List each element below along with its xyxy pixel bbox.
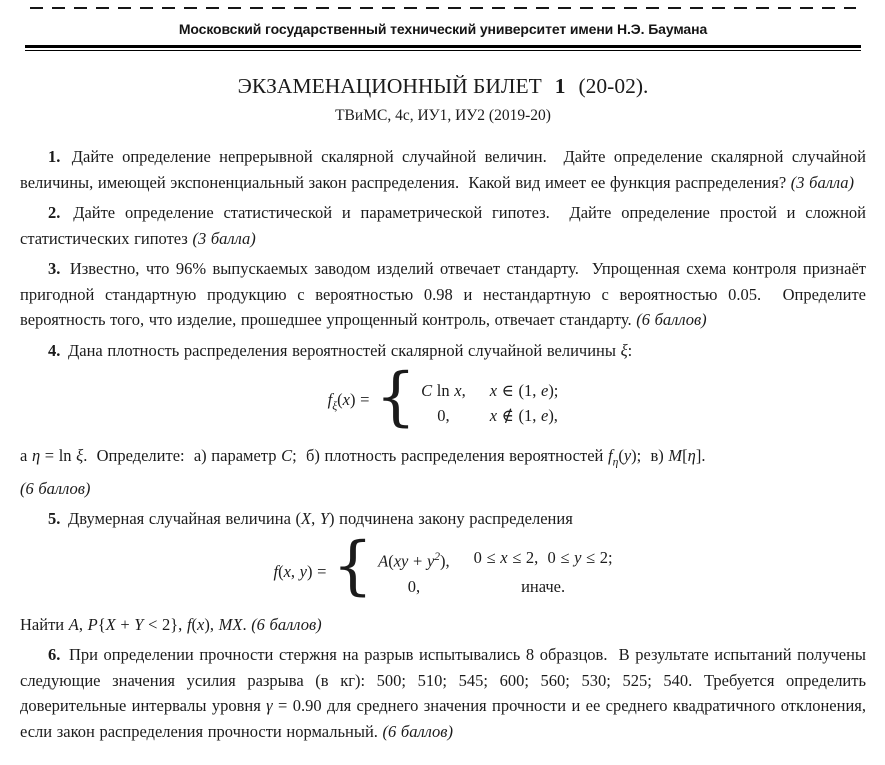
problem-text: Дана плотность распределения вероятностей скалярной случайной величины xyxy=(68,340,621,360)
formula-lhs xyxy=(328,387,370,420)
points-label: (6 баллов) xyxy=(382,721,453,741)
problem-text: Известно, что 96% выпускаемых заводом изделий отвечает стандарту. Упрощенная схема контроля признаёт пригодной стандартную продукцию с вероятностью 0.98 и нестандартную с вероятностью 0.05. Определите вероятность того, что изделие, прошедшее упрощенный контроль, отвечает стандарту. xyxy=(20,259,866,329)
math-text: , xyxy=(461,381,466,400)
math-text: ), xyxy=(548,406,558,425)
math-var: A xyxy=(68,614,79,634)
case-condition xyxy=(490,403,559,428)
math-text: , xyxy=(290,562,300,582)
math-var: η xyxy=(31,446,41,465)
problem-1 xyxy=(20,144,866,195)
math-text: [ xyxy=(682,446,688,465)
problem-text: . Определите: а) параметр xyxy=(83,446,282,465)
math-var: γ xyxy=(266,696,273,716)
math-var: y xyxy=(299,562,307,582)
math-var: f xyxy=(273,562,279,582)
case-value xyxy=(421,378,466,403)
case-condition xyxy=(474,545,613,574)
problem-text: а xyxy=(20,446,32,465)
math-text: ∉ (1, xyxy=(497,406,541,425)
problem-2 xyxy=(20,200,866,251)
math-text: { xyxy=(97,614,106,634)
math-text: ]. xyxy=(695,446,706,465)
math-var: x xyxy=(197,614,205,634)
math-var: f xyxy=(327,389,333,409)
ticket-number: 1 xyxy=(554,74,566,98)
case-value xyxy=(378,545,450,574)
problem-number: 5. xyxy=(48,509,61,529)
math-text: ∈ (1, xyxy=(497,381,541,400)
math-text: ( xyxy=(337,389,343,409)
math-text: < 2}, xyxy=(143,614,187,634)
university-header: Московский государственный технический университет имени Н.Э. Баумана xyxy=(178,21,708,37)
math-var: Y xyxy=(134,614,144,634)
math-text: ), xyxy=(440,551,450,571)
header-double-rule xyxy=(25,45,861,51)
problem-number: 2. xyxy=(48,203,61,222)
problem-6 xyxy=(20,642,866,744)
problem-text: , xyxy=(311,509,320,529)
math-text: ) = xyxy=(306,562,327,582)
problem-number: 3. xyxy=(48,259,61,278)
math-var: P xyxy=(87,614,98,634)
math-var: X xyxy=(105,614,116,634)
problem-5-continued xyxy=(20,612,866,638)
problem-number: 4. xyxy=(48,340,61,360)
case-value: 0, xyxy=(437,406,450,425)
var-subscript: η xyxy=(612,456,619,469)
formula-5 xyxy=(20,528,866,604)
math-var: C xyxy=(421,381,433,400)
problem-4 xyxy=(20,338,866,364)
course-subtitle: ТВиМС, 4с, ИУ1, ИУ2 (2019-20) xyxy=(335,107,551,124)
math-var: e xyxy=(540,381,549,400)
math-text: ≤ 2, 0 ≤ xyxy=(507,548,575,568)
problem-3 xyxy=(20,256,866,333)
problem-text: ) подчинена закону распределения xyxy=(329,509,573,529)
math-text: ≤ 2; xyxy=(581,548,613,568)
problem-text: Двумерная случайная величина ( xyxy=(68,509,302,529)
problem-text: = 0.90 для среднего значения прочности и ее среднего квадратичного отклонения, если закон распределения прочности нормальный. xyxy=(20,696,866,741)
points-label: (6 баллов) xyxy=(251,614,322,634)
cases-brace-icon: { xyxy=(332,528,374,603)
math-var: A xyxy=(378,551,389,571)
case-condition xyxy=(490,378,559,403)
math-var-xi: ξ xyxy=(620,340,628,360)
exam-title xyxy=(20,74,866,99)
problem-text: Дайте определение непрерывной скалярной случайной величин. Дайте определение скалярной случайной величины, имеющей экспоненциальный закон распределения. Какой вид имеет ее функция распределения? xyxy=(20,147,867,192)
problem-number: 6. xyxy=(48,645,61,665)
math-var: y xyxy=(623,446,632,465)
formula-lhs xyxy=(273,559,326,585)
math-text: , xyxy=(78,614,88,634)
exam-title-text: ЭКЗАМЕНАЦИОННЫЙ БИЛЕТ xyxy=(237,74,542,98)
math-text: ), xyxy=(204,614,219,634)
math-var: x xyxy=(342,389,350,409)
math-text: + xyxy=(408,551,427,571)
math-var: e xyxy=(540,406,549,425)
math-var: Y xyxy=(319,509,330,529)
math-text: ( xyxy=(618,446,624,465)
problem-number: 1. xyxy=(48,147,61,166)
problem-text: Найти xyxy=(20,614,69,634)
problem-text: ; б) плотность распределения вероятностей xyxy=(292,446,608,465)
problem-4-continued xyxy=(20,443,866,501)
cases-grid xyxy=(378,545,612,599)
math-var: x xyxy=(283,562,291,582)
problem-text: Дайте определение статистической и параметрической гипотез. Дайте определение простой и сложной статистических гипотез xyxy=(20,203,866,248)
math-var: y xyxy=(574,548,582,568)
cases-brace-icon: { xyxy=(375,360,417,434)
var-subscript: ξ xyxy=(332,399,338,412)
points-label: (3 балла) xyxy=(192,228,256,248)
math-var: x xyxy=(454,381,462,400)
math-text: ( xyxy=(278,562,284,582)
points-label: (3 балла) xyxy=(790,172,855,192)
math-var: ξ xyxy=(76,446,84,465)
math-text: ( xyxy=(388,551,394,571)
math-var: M xyxy=(668,446,683,465)
math-var: x xyxy=(489,406,498,425)
math-var: C xyxy=(281,446,293,465)
case-condition: иначе. xyxy=(521,576,566,596)
math-var: f xyxy=(607,446,613,465)
problem-text: : xyxy=(627,340,633,360)
math-var: X xyxy=(301,509,312,529)
math-var: η xyxy=(687,446,696,465)
problems-list xyxy=(20,144,866,744)
var-superscript: 2 xyxy=(434,551,441,564)
problem-text: ); в) xyxy=(631,446,669,465)
math-var: MX xyxy=(218,614,243,634)
math-text: 0 ≤ xyxy=(473,548,501,568)
points-label: (6 баллов) xyxy=(20,478,91,498)
math-text: + xyxy=(115,614,135,634)
problem-text: При определении прочности стержня на разрыв испытывались 8 образцов. В результате испытаний получены следующие значения усилия разрыва (в кг): 500; 510; 545; 600; 560; 530; 525; 540. Требуется определить доверительные интервалы уровня xyxy=(20,645,866,716)
math-text: . xyxy=(242,614,247,634)
math-var: xy xyxy=(393,551,409,571)
math-var: y xyxy=(426,551,435,571)
math-var: x xyxy=(489,381,498,400)
top-dashed-divider xyxy=(30,7,856,9)
math-text: ln xyxy=(432,381,455,400)
math-text: ( xyxy=(191,614,198,634)
case-value: 0, xyxy=(407,576,421,596)
math-var: x xyxy=(500,548,508,568)
math-text: ) = xyxy=(349,389,370,409)
math-text: = ln xyxy=(40,446,77,465)
formula-4 xyxy=(20,360,866,435)
problem-5 xyxy=(20,506,866,532)
math-text: ); xyxy=(548,381,559,400)
ticket-code: (20-02). xyxy=(578,74,649,98)
math-var: f xyxy=(186,614,192,634)
points-label: (6 баллов) xyxy=(636,310,707,329)
cases-grid xyxy=(421,378,558,428)
